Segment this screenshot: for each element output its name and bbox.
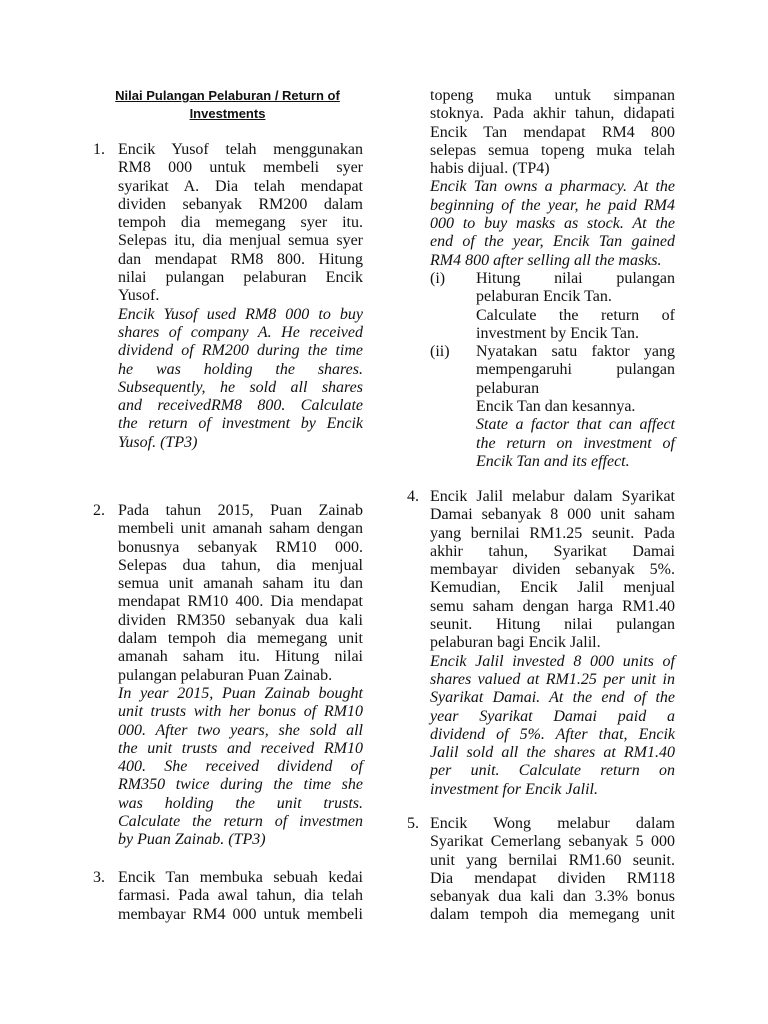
text-line: the return on investment of [476, 434, 675, 452]
text-line: dalam tempoh dia memegang unit [430, 906, 675, 924]
text-line: RM350 twice during the time she [118, 776, 363, 794]
text-line: mempengaruhi pulangan [476, 361, 675, 379]
text-line: Syarikat Cemerlang sebanyak 5 000 [430, 833, 675, 851]
text-line: Yusof. (TP3) [118, 433, 198, 451]
text-line: he was holding the shares. [118, 360, 363, 378]
text-line: 000. After two years, she sold all [118, 721, 363, 739]
question-text [430, 815, 675, 925]
text-line: selepas semua topeng muka telah [430, 141, 675, 159]
text-line: shares of company A. He received [118, 323, 363, 341]
question-number: 2. [93, 502, 105, 519]
question-text [430, 87, 675, 471]
paragraph [430, 398, 675, 416]
text-line: dividend of 5%. After that, Encik [430, 725, 675, 743]
text-line: Encik Yusof telah menggunakan [118, 141, 363, 158]
text-line: mendapat RM10 400. Dia mendapat [118, 593, 363, 611]
text-line: seunit. Hitung nilai pulangan [430, 616, 675, 634]
title-line: Nilai Pulangan Pelaburan / Return of [115, 88, 340, 103]
text-line: membeli unit amanah saham dengan [118, 520, 363, 538]
text-line: sebanyak dua kali dan 3.3% bonus [430, 888, 675, 906]
text-line: amanah saham itu. Hitung nilai [118, 648, 363, 666]
text-line: Encik Tan owns a pharmacy. At the [430, 178, 675, 196]
paragraph [430, 87, 675, 178]
english-translation [118, 306, 363, 452]
text-line: Damai sebanyak 8 000 unit saham [430, 506, 675, 524]
text-line: Yusof. [118, 287, 160, 305]
text-line: 000 to buy masks as stock. At the [430, 215, 675, 233]
text-line: the unit trusts and received RM10 [118, 739, 363, 757]
text-line: Selepas dua tahun, dia menjual [118, 556, 363, 574]
text-line: the return of investment by Encik [118, 415, 363, 433]
question-text [430, 488, 675, 799]
text-line: pelaburan [476, 379, 540, 397]
text-line: tempoh dia memegang syer itu. [118, 214, 363, 232]
text-line: Kemudian, Encik Jalil menjual [430, 579, 675, 597]
question-number: 5. [407, 815, 419, 832]
sub-question [430, 270, 675, 307]
text-line: pelaburan Encik Tan. [476, 288, 612, 306]
text-line: stoknya. Pada akhir tahun, didapati [430, 105, 675, 123]
text-line: bonusnya sebanyak RM10 000. [118, 538, 363, 556]
text-line: Syarikat Damai. At the end of the [430, 689, 675, 707]
text-line: Dia mendapat dividen RM118 [430, 869, 675, 887]
text-line: per unit. Calculate return on [430, 762, 675, 780]
document-title [93, 87, 362, 123]
question-number: 1. [93, 141, 105, 158]
text-line: was holding the unit trusts. [118, 794, 363, 812]
text-line: shares valued at RM1.25 per unit in [430, 670, 675, 688]
question-text [118, 502, 363, 850]
text-line: unit yang bernilai RM1.60 seunit. [430, 851, 675, 869]
text-line: Jalil sold all the shares at RM1.40 [430, 744, 675, 762]
text-line: topeng muka untuk simpanan [430, 87, 675, 104]
question-text [118, 869, 363, 924]
text-line: membayar RM4 000 untuk membeli [118, 905, 363, 923]
text-line: Encik Wong melabur dalam [430, 815, 675, 832]
text-line: Subsequently, he sold all shares [118, 378, 363, 396]
paragraph [118, 869, 363, 924]
text-line: investment for Encik Jalil. [430, 780, 598, 798]
question-number: 3. [93, 869, 105, 886]
english-translation [118, 685, 363, 850]
title-line: Investments [189, 106, 266, 121]
text-line: year Syarikat Damai paid a [430, 707, 675, 725]
paragraph [118, 141, 363, 306]
text-line: dividen RM350 sebanyak dua kali [118, 611, 363, 629]
text-line: Nyatakan satu faktor yang [476, 343, 675, 361]
text-line: 400. She received dividend of [118, 758, 363, 776]
english-translation [430, 178, 675, 269]
text-line: beginning of the year, he paid RM4 [430, 196, 675, 214]
text-line: Calculate the return of investmen [118, 813, 363, 831]
sub-question [430, 343, 675, 398]
text-line: semu saham dengan harga RM1.40 [430, 597, 675, 615]
text-line: akhir tahun, Syarikat Damai [430, 542, 675, 560]
text-line: Encik Tan mendapat RM4 800 [430, 123, 675, 141]
question-text [118, 141, 363, 452]
text-line: Selepas itu, dia menjual semua syer [118, 232, 363, 250]
text-line: RM4 800 after selling all the masks. [430, 251, 662, 269]
text-line: Encik Tan membuka sebuah kedai [118, 869, 363, 886]
text-line: In year 2015, Puan Zainab bought [118, 684, 363, 702]
text-line: dan mendapat RM8 800. Hitung [118, 250, 363, 268]
text-line: dividend of RM200 during the time [118, 342, 363, 360]
text-line: Calculate the return of [476, 306, 675, 324]
text-line: unit trusts with her bonus of RM10 [118, 703, 363, 721]
question-number: 4. [407, 488, 419, 505]
text-line: Encik Tan and its effect. [476, 452, 630, 470]
text-line: yang bernilai RM1.25 seunit. Pada [430, 524, 675, 542]
paragraph [118, 502, 363, 685]
text-line: membayar dividen sebanyak 5%. [430, 561, 675, 579]
paragraph [430, 488, 675, 653]
text-line: dalam tempoh dia memegang unit [118, 630, 363, 648]
text-line: habis dijual. (TP4) [430, 160, 550, 178]
paragraph [430, 307, 675, 344]
text-line: farmasi. Pada awal tahun, dia telah [118, 887, 363, 905]
sub-question-label: (i) [430, 269, 446, 287]
paragraph [430, 815, 675, 925]
text-line: Encik Yusof used RM8 000 to buy [118, 305, 363, 323]
text-line: investment by Encik Tan. [476, 324, 639, 342]
text-line: Encik Jalil melabur dalam Syarikat [430, 488, 675, 505]
text-line: Encik Jalil invested 8 000 units of [430, 652, 675, 670]
text-line: RM8 000 untuk membeli syer [118, 159, 363, 177]
text-line: Hitung nilai pulangan [476, 269, 675, 287]
text-line: by Puan Zainab. (TP3) [118, 831, 266, 849]
text-line: end of the year, Encik Tan gained [430, 233, 675, 251]
text-line: dividen sebanyak RM200 dalam [118, 195, 363, 213]
text-line: State a factor that can affect [476, 416, 675, 434]
text-line: Pada tahun 2015, Puan Zainab [118, 502, 363, 519]
sub-question-label: (ii) [430, 343, 450, 361]
text-line: nilai pulangan pelaburan Encik [118, 269, 363, 287]
english-translation [430, 653, 675, 799]
text-line: pelaburan bagi Encik Jalil. [430, 634, 601, 652]
english-translation [430, 416, 675, 471]
text-line: and receivedRM8 800. Calculate [118, 397, 363, 415]
text-line: semua unit amanah saham itu dan [118, 575, 363, 593]
text-line: syarikat A. Dia telah mendapat [118, 177, 363, 195]
text-line: pulangan pelaburan Puan Zainab. [118, 666, 333, 684]
text-line: Encik Tan dan kesannya. [476, 398, 636, 416]
